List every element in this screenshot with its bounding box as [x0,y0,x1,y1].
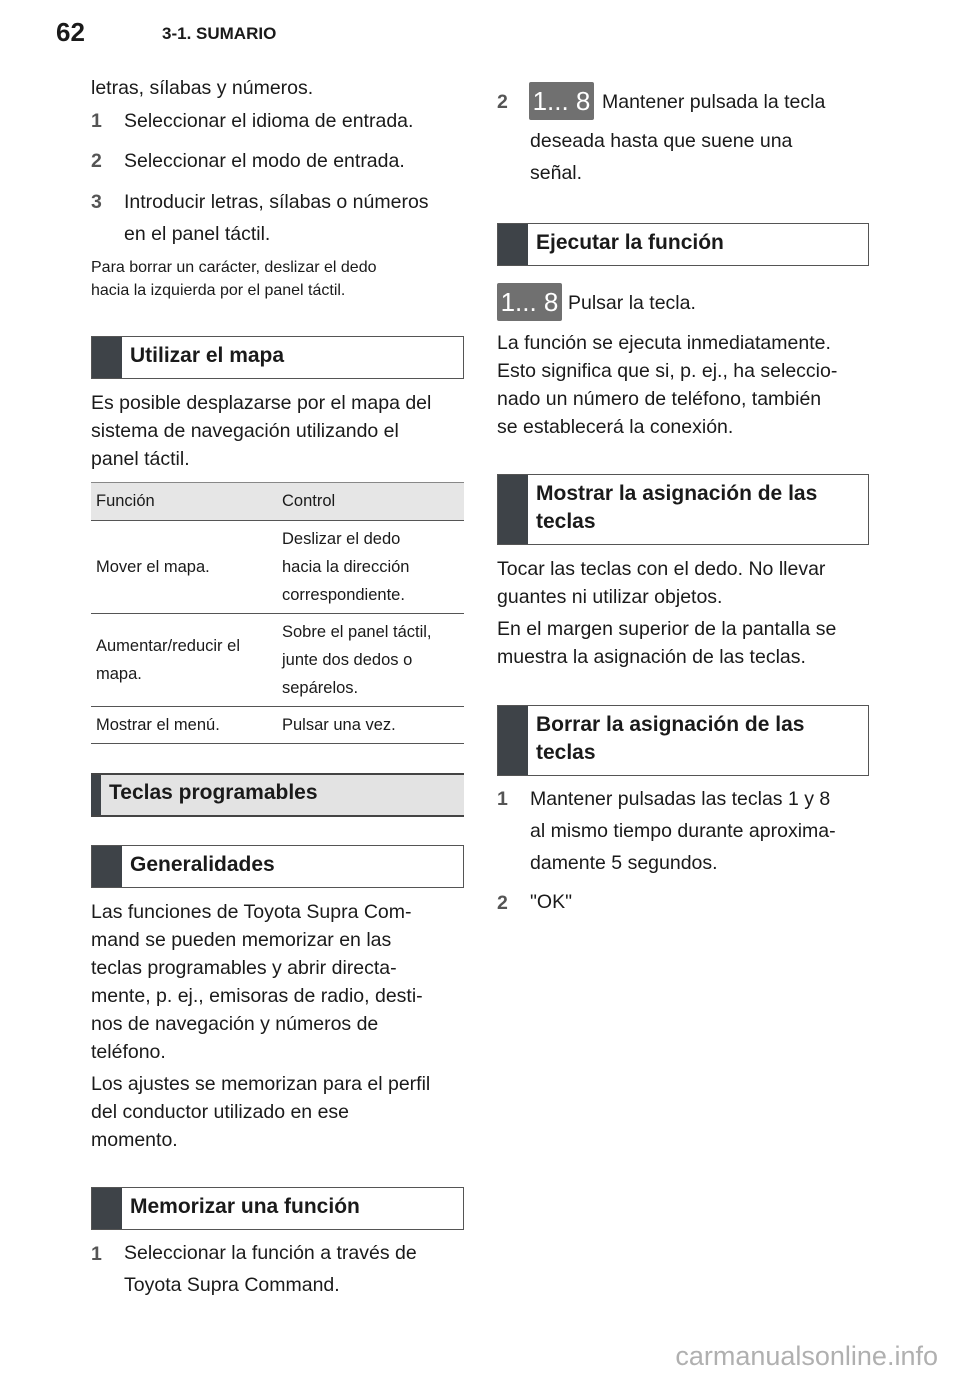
general-paragraph: teclas programables y abrir directa- [91,957,397,979]
cell-line: sepárelos. [282,679,359,697]
table-cell [277,614,464,707]
table-header: Función [91,483,277,521]
heading-box-mostrar [497,474,869,545]
step-text: Seleccionar el idioma de entrada. [124,110,414,132]
cell-line: Sobre el panel táctil, [282,623,432,641]
show-paragraph: muestra la asignación de las teclas. [497,646,806,668]
heading-title: teclas [536,741,596,764]
step-text: Mantener pulsadas las teclas 1 y 8 [530,788,831,810]
map-paragraph: sistema de navegación utilizando el [91,420,399,442]
map-gesture-table [91,482,464,744]
heading-box-ejecutar [497,223,869,266]
cell-line: junte dos dedos o [282,651,413,669]
step-text: "OK" [530,891,573,913]
heading-box-teclas-programables [91,773,464,817]
table-cell [91,707,277,744]
table-header-row [91,483,464,521]
step-number: 2 [497,892,508,914]
heading-title: Utilizar el mapa [130,344,285,367]
page-header [0,0,960,68]
general-paragraph: teléfono. [91,1041,166,1063]
step-text: en el panel táctil. [124,223,271,245]
exec-key-text: Pulsar la tecla. [568,292,696,314]
step-text: Introducir letras, sílabas o números [124,191,429,213]
exec-paragraph: Esto significa que si, p. ej., ha seleccio- [497,360,838,382]
heading-tab [92,846,122,887]
watermark: carmanualsonline.info [675,1341,938,1371]
cell-line: correspondiente. [282,586,405,604]
general-paragraph: nos de navegación y números de [91,1013,379,1035]
note-text: hacia la izquierda por el panel táctil. [91,282,346,299]
cell-line: mapa. [96,665,142,683]
step-text: al mismo tiempo durante aproxima- [530,820,836,842]
heading-tab [498,706,528,775]
note-text: Para borrar un carácter, deslizar el dedo [91,259,377,276]
header-rule [150,64,960,68]
step-text: Seleccionar la función a través de [124,1242,417,1264]
general-paragraph: mand se pueden memorizar en las [91,929,392,951]
heading-tab [92,1188,122,1229]
step-number: 3 [91,191,102,213]
heading-title: teclas [536,510,596,533]
heading-title: Borrar la asignación de las [536,713,805,736]
exec-paragraph: se establecerá la conexión. [497,416,734,438]
table-row [91,521,464,614]
step-number: 2 [497,91,508,113]
show-paragraph: guantes ni utilizar objetos. [497,586,723,608]
table-row [91,614,464,707]
cell-line: hacia la dirección [282,558,410,576]
table-row [91,707,464,744]
show-paragraph: En el margen superior de la pantalla se [497,618,837,640]
table-header: Control [277,483,464,521]
cell-line: Deslizar el dedo [282,530,401,548]
table-cell [277,707,464,744]
cell-line: Mover el mapa. [96,558,210,576]
heading-title: Ejecutar la función [536,231,724,254]
heading-tab [92,337,122,378]
page-number: 62 [56,17,85,47]
profile-paragraph: Los ajustes se memorizan para el perfil [91,1073,431,1095]
cell-line: Aumentar/reducir el [96,637,240,655]
key-1-8-icon: 1... 8 [529,82,594,120]
step-number: 2 [91,150,102,172]
show-paragraph: Tocar las teclas con el dedo. No llevar [497,558,826,580]
general-paragraph: mente, p. ej., emisoras de radio, desti- [91,985,423,1007]
heading-box-generalidades [91,845,464,888]
profile-paragraph: momento. [91,1129,178,1151]
cell-line: Mostrar el menú. [96,716,220,734]
step-text: damente 5 segundos. [530,852,718,874]
key-1-8-icon: 1... 8 [497,283,562,321]
page-number-box [0,0,150,68]
map-paragraph: panel táctil. [91,448,190,470]
heading-title: Mostrar la asignación de las [536,482,818,505]
step-number: 1 [91,1243,102,1265]
heading-tab [498,475,528,544]
step-number: 1 [497,788,508,810]
heading-box-borrar [497,705,869,776]
exec-paragraph: La función se ejecuta inmediatamente. [497,332,831,354]
heading-box-memorizar [91,1187,464,1230]
table-cell [91,614,277,707]
step-text: deseada hasta que suene una [530,130,793,152]
step-text: señal. [530,162,583,184]
heading-box-utilizar-mapa [91,336,464,379]
exec-paragraph: nado un número de teléfono, también [497,388,822,410]
step-text: Seleccionar el modo de entrada. [124,150,405,172]
heading-tab [498,224,528,265]
heading-title: Generalidades [130,853,275,876]
intro-text: letras, sílabas y números. [91,77,314,99]
cell-line: Pulsar una vez. [282,716,396,734]
step-text: Toyota Supra Command. [124,1274,340,1296]
map-paragraph: Es posible desplazarse por el mapa del [91,392,432,414]
heading-title: Teclas programables [109,781,318,804]
table-cell [91,521,277,614]
step-text: Mantener pulsada la tecla [602,91,826,113]
step-number: 1 [91,110,102,132]
general-paragraph: Las funciones de Toyota Supra Com- [91,901,412,923]
heading-title: Memorizar una función [130,1195,360,1218]
profile-paragraph: del conductor utilizado en ese [91,1101,350,1123]
heading-tab [91,775,101,815]
section-title: 3-1. SUMARIO [162,24,277,43]
table-cell [277,521,464,614]
